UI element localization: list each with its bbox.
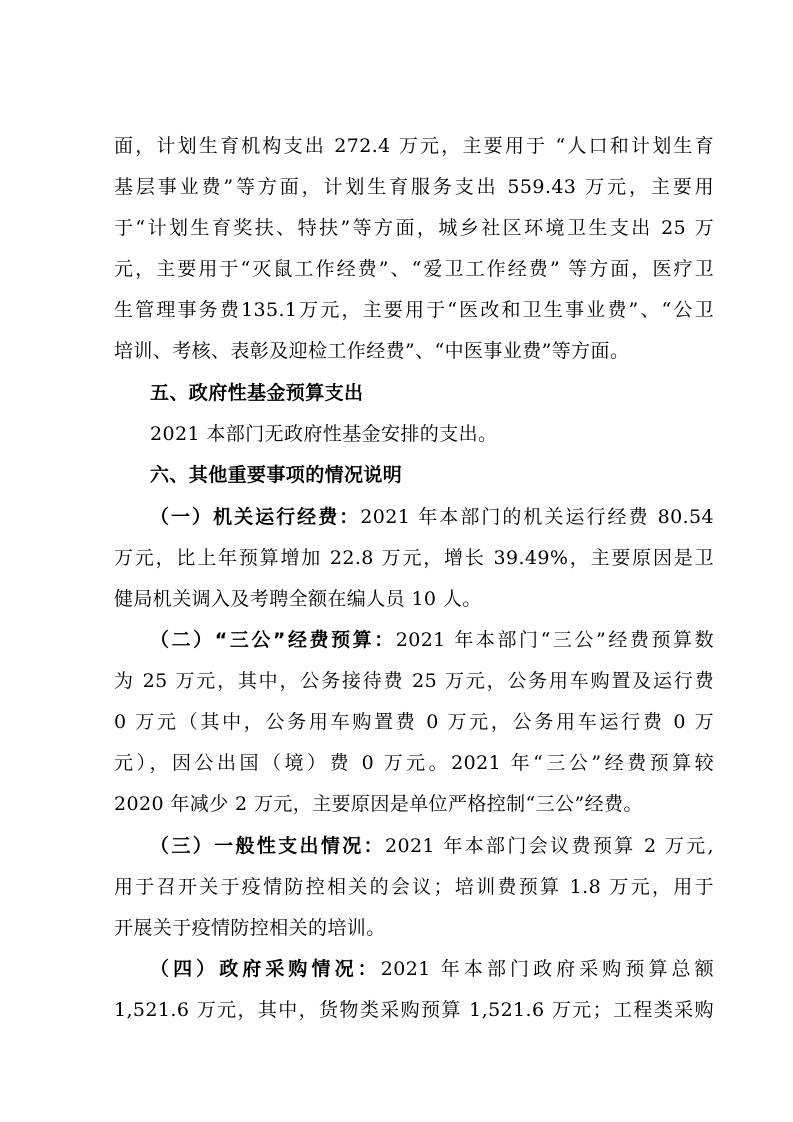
paragraph-line: 面，计划生育机构支出 272.4 万元，主要用于 “人口和计划生育 (114, 135, 714, 157)
paragraph-line: 万元，比上年预算增加 22.8 万元，增长 39.49%，主要原因是卫 (114, 547, 714, 569)
subsection-line-3 (150, 826, 714, 866)
paragraph-line: 培训、考核、表彰及迎检工作经费”、“中医事业费”等方面。 (114, 340, 630, 362)
paragraph-line: 于“计划生育奖扶、特扶”等方面，城乡社区环境卫生支出 25 万 (114, 217, 714, 239)
subsection-text-2: 2021 年本部门“三公”经费预算数 (395, 629, 714, 651)
section-heading-5: 五、政府性基金预算支出 (150, 382, 364, 404)
subsection-line-4 (150, 949, 714, 989)
section-heading-6: 六、其他重要事项的情况说明 (150, 464, 403, 486)
paragraph-line: 基层事业费”等方面，计划生育服务支出 559.43 万元，主要用 (114, 176, 714, 198)
subsection-text-1: 2021 年本部门的机关运行经费 80.54 (360, 506, 714, 528)
subsection-text-4: 2021 年本部门政府采购预算总额 (380, 958, 714, 980)
paragraph-line: 0 万元（其中，公务用车购置费 0 万元，公务用车运行费 0 万 (114, 711, 714, 733)
subsection-text-3: 2021 年本部门会议费预算 2 万元, (384, 835, 714, 857)
paragraph-line: 1,521.6 万元，其中，货物类采购预算 1,521.6 万元；工程类采购 (114, 999, 714, 1021)
paragraph-line: 2021 本部门无政府性基金安排的支出。 (150, 423, 498, 445)
subsection-lead-1: （一）机关运行经费： (150, 506, 361, 528)
subsection-lead-4: （四）政府采购情况： (150, 958, 381, 980)
paragraph-line: 用于召开关于疫情防控相关的会议；培训费预算 1.8 万元，用于 (114, 876, 714, 898)
paragraph-line: 2020 年减少 2 万元，主要原因是单位严格控制“三公”经费。 (114, 793, 643, 815)
paragraph-line: 健局机关调入及考聘全额在编人员 10 人。 (114, 588, 482, 610)
paragraph-line: 开展关于疫情防控相关的培训。 (114, 917, 386, 939)
subsection-line-1 (150, 497, 714, 537)
subsection-lead-3: （三）一般性支出情况： (150, 835, 385, 857)
subsection-lead-2: （二）“三公”经费预算： (150, 629, 396, 651)
paragraph-line: 元，主要用于“灭鼠工作经费”、“爱卫工作经费” 等方面，医疗卫 (114, 258, 714, 280)
paragraph-line: 生管理事务费135.1万元，主要用于“医改和卫生事业费”、“公卫 (114, 299, 714, 321)
subsection-line-2 (150, 620, 714, 660)
paragraph-line: 为 25 万元，其中，公务接待费 25 万元，公务用车购置及运行费 (114, 670, 714, 692)
paragraph-line: 元），因公出国（境）费 0 万元。2021 年“三公”经费预算较 (114, 752, 714, 774)
